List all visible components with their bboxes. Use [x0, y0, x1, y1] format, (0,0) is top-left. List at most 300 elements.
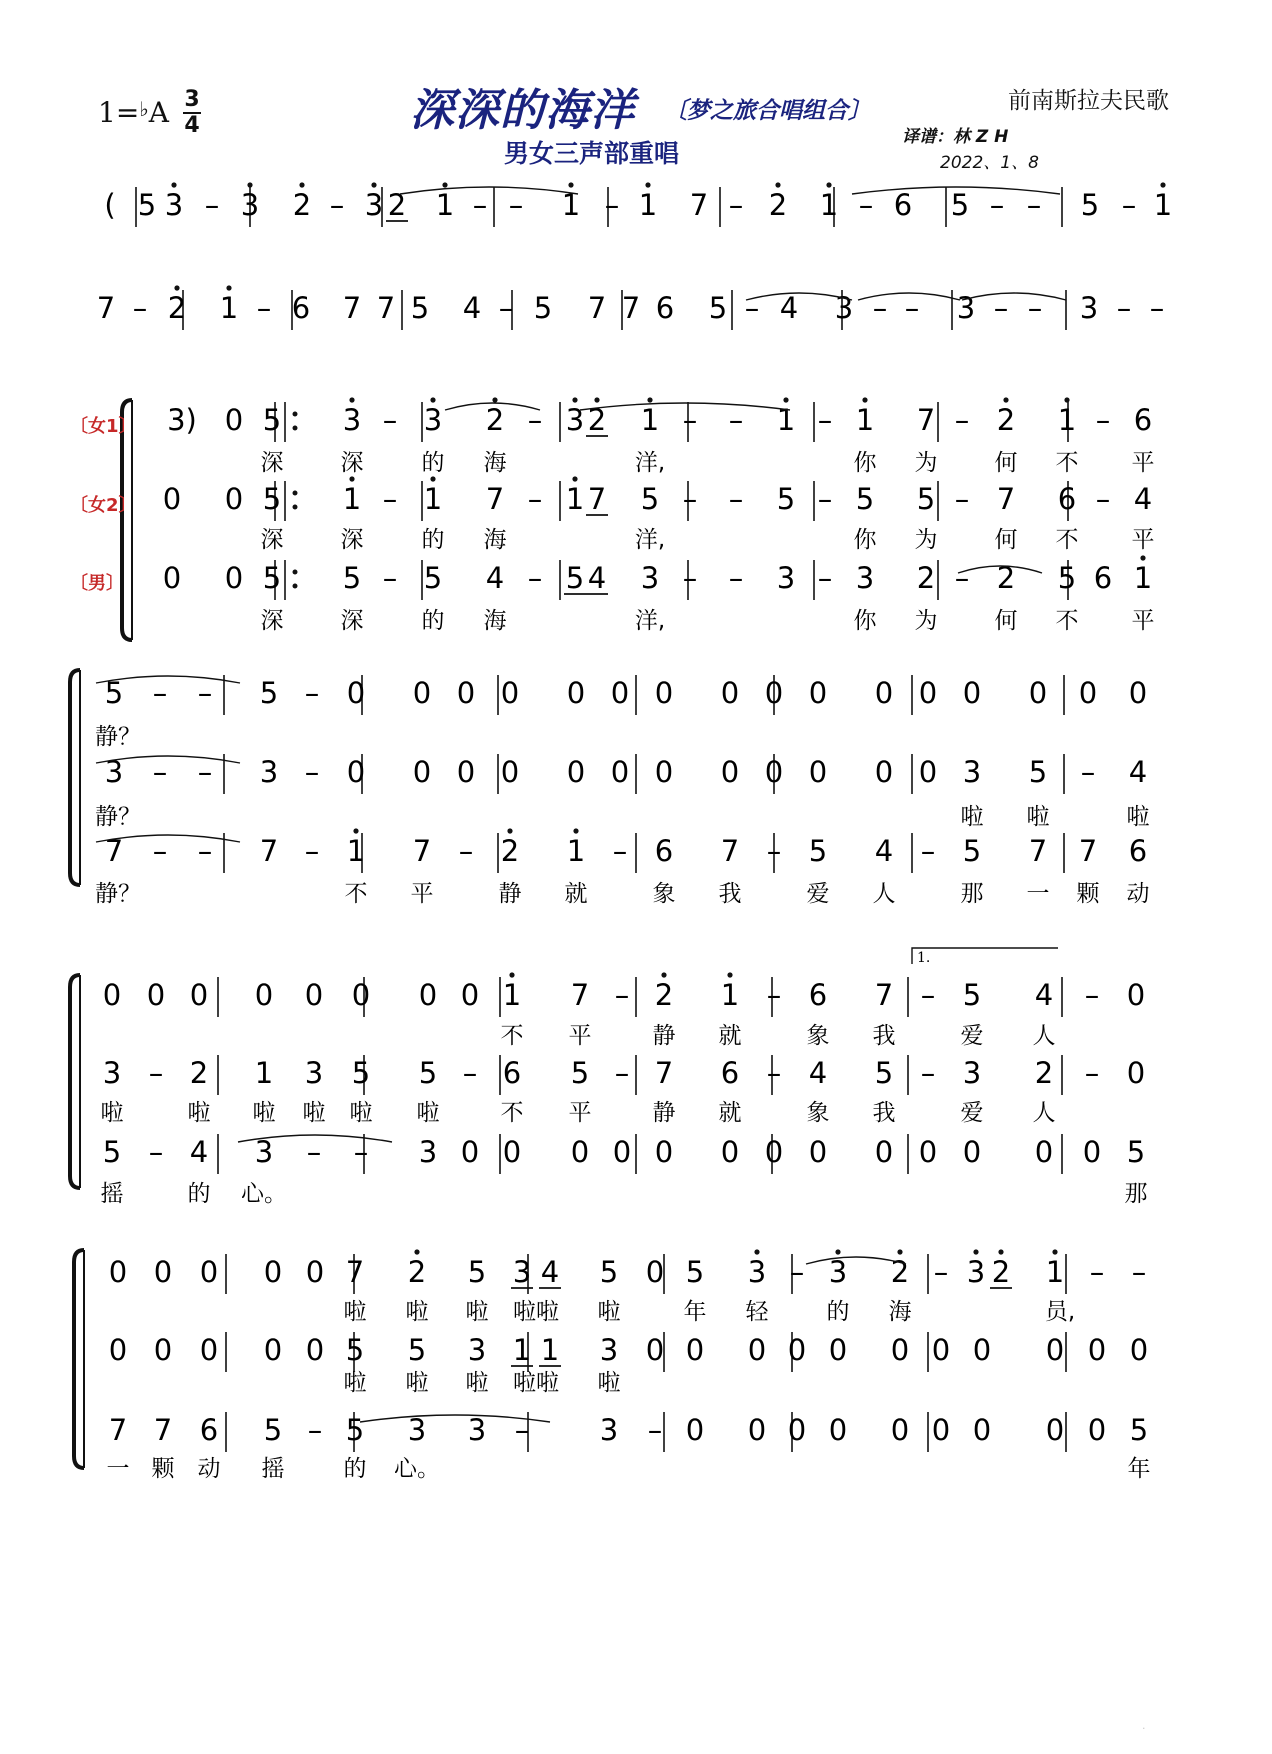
note: 5 — [685, 1255, 705, 1289]
note: 0 — [1126, 1056, 1146, 1090]
lyric: 爱 — [960, 1023, 984, 1049]
note: – — [682, 561, 698, 595]
note: 0 — [890, 1413, 910, 1447]
high-octave-dot — [754, 1249, 759, 1254]
lyric: 洋, — [634, 527, 666, 553]
high-octave-dot — [835, 1249, 840, 1254]
note: 0 — [418, 978, 438, 1012]
staff-2 — [109, 1333, 1148, 1396]
note: 5 — [467, 1255, 487, 1289]
note: 4 — [1034, 978, 1054, 1012]
note: 5 — [345, 1413, 365, 1447]
note: 0 — [153, 1255, 173, 1289]
note: – — [728, 561, 744, 595]
note: – — [1149, 291, 1165, 325]
arranger-credit: 译谱：林 Z H — [902, 127, 1009, 147]
high-octave-dot — [442, 182, 447, 187]
note: 6 — [1133, 403, 1153, 437]
note: 1 — [540, 1333, 560, 1367]
note: 2 — [768, 188, 788, 222]
high-octave-dot — [897, 1249, 902, 1254]
note: 6 — [1093, 561, 1113, 595]
note: 0 — [460, 978, 480, 1012]
note: 0 — [918, 676, 938, 710]
note: – — [1131, 1255, 1147, 1289]
note: 0 — [146, 978, 166, 1012]
note: 5 — [418, 1056, 438, 1090]
note: 0 — [610, 676, 630, 710]
repeat-dot — [293, 570, 298, 575]
note: 1 — [219, 291, 239, 325]
system-verse-system-2 — [70, 670, 1150, 907]
note: 3 — [640, 561, 660, 595]
note: 5 — [1028, 755, 1048, 789]
note: 1 — [565, 482, 585, 516]
high-octave-dot — [594, 397, 599, 402]
note: – — [329, 188, 345, 222]
note: 3 — [855, 561, 875, 595]
system-bracket — [74, 1250, 84, 1468]
staff-3 — [107, 1413, 1151, 1482]
note: 5 — [570, 1056, 590, 1090]
note: 0 — [962, 676, 982, 710]
note: – — [728, 188, 744, 222]
lyric: 海 — [483, 450, 507, 476]
note: 3 — [834, 291, 854, 325]
lyric: 啦 — [597, 1299, 621, 1325]
note: 0 — [500, 676, 520, 710]
high-octave-dot — [661, 972, 666, 977]
note: 0 — [1087, 1333, 1107, 1367]
lyric: 啦 — [343, 1370, 367, 1396]
note: – — [1084, 1056, 1100, 1090]
note: 0 — [263, 1255, 283, 1289]
note: 3 — [747, 1255, 767, 1289]
lyric: 海 — [888, 1299, 912, 1325]
lyric: 象 — [652, 881, 676, 907]
lyric: 摇 — [261, 1456, 285, 1482]
note: 0 — [108, 1255, 128, 1289]
note: 7 — [485, 482, 505, 516]
note: 6 — [1057, 482, 1077, 516]
staff-1 — [103, 972, 1145, 1049]
note: 0 — [570, 1135, 590, 1169]
note: 7 — [621, 291, 641, 325]
high-octave-dot — [226, 285, 231, 290]
note: 1 — [638, 188, 658, 222]
note: 3 — [828, 1255, 848, 1289]
staff-1 — [95, 676, 1147, 750]
note: 2 — [387, 188, 407, 222]
lyric: 爱 — [960, 1100, 984, 1126]
note: 2 — [292, 188, 312, 222]
note: 2 — [916, 561, 936, 595]
note: – — [933, 1255, 949, 1289]
note: 3 — [565, 403, 585, 437]
lyric: 不 — [1055, 450, 1079, 476]
high-octave-dot — [783, 397, 788, 402]
lyric: 我 — [872, 1100, 896, 1126]
high-octave-dot — [1052, 1249, 1057, 1254]
part-label: 〔女1〕 — [70, 416, 137, 437]
note: 1 — [342, 482, 362, 516]
note: 6 — [893, 188, 913, 222]
lyric: 啦 — [187, 1100, 211, 1126]
note: 0 — [351, 978, 371, 1012]
lyric: 啦 — [302, 1100, 326, 1126]
high-octave-dot — [572, 397, 577, 402]
lyric: 颗 — [151, 1456, 175, 1482]
lyric: 啦 — [343, 1299, 367, 1325]
lyric: 啦 — [349, 1100, 373, 1126]
high-octave-dot — [973, 1249, 978, 1254]
note: 0 — [685, 1333, 705, 1367]
note: 5 — [599, 1255, 619, 1289]
note: – — [458, 834, 474, 868]
note: 3 — [304, 1056, 324, 1090]
note: 7 — [104, 834, 124, 868]
note: 5 — [916, 482, 936, 516]
note: – — [954, 482, 970, 516]
lyric: 一 — [106, 1456, 130, 1482]
lyric: 何 — [994, 608, 1018, 634]
lyric: 静 — [652, 1100, 676, 1126]
note: 6 — [654, 834, 674, 868]
lyric: 静？ — [95, 804, 141, 830]
note: 3 — [104, 755, 124, 789]
note: 4 — [1128, 755, 1148, 789]
repeat-dot — [293, 412, 298, 417]
note: 0 — [787, 1333, 807, 1367]
note: 6 — [655, 291, 675, 325]
note: 0 — [1028, 676, 1048, 710]
note: 3 — [102, 1056, 122, 1090]
note: – — [527, 482, 543, 516]
high-octave-dot — [353, 828, 358, 833]
note: 0 — [808, 1135, 828, 1169]
note: 3 — [164, 188, 184, 222]
note: – — [148, 1056, 164, 1090]
note: 5 — [855, 482, 875, 516]
high-octave-dot — [430, 476, 435, 481]
note: 0 — [199, 1333, 219, 1367]
note: 1 — [423, 482, 443, 516]
note: 5 — [102, 1135, 122, 1169]
lyric: 啦啦 — [513, 1299, 559, 1325]
lyric: 轻 — [745, 1299, 769, 1325]
arrangement-form: 男女三声部重唱 — [504, 139, 680, 168]
note: – — [920, 1056, 936, 1090]
note: 5 — [776, 482, 796, 516]
lyric: 啦 — [960, 804, 984, 830]
note: – — [920, 978, 936, 1012]
high-octave-dot — [492, 397, 497, 402]
lyric: 静 — [652, 1023, 676, 1049]
lyric: 深 — [340, 608, 364, 634]
note: – — [817, 403, 833, 437]
note: 3 — [364, 188, 384, 222]
note: 7 — [874, 978, 894, 1012]
note: 4 — [189, 1135, 209, 1169]
note: 0 — [305, 1333, 325, 1367]
lyric: 不 — [1055, 608, 1079, 634]
note: 5 — [423, 561, 443, 595]
note: 0 — [108, 1333, 128, 1367]
note: 0 — [305, 1255, 325, 1289]
note: 1 — [566, 834, 586, 868]
note: 4 — [540, 1255, 560, 1289]
note: 0 — [224, 403, 244, 437]
note: 4 — [587, 561, 607, 595]
lyric: 心。 — [394, 1456, 440, 1482]
high-octave-dot — [1003, 397, 1008, 402]
lyric: 何 — [994, 450, 1018, 476]
lyric: 一 — [1026, 881, 1050, 907]
note: 0 — [1126, 978, 1146, 1012]
note: 1 — [1057, 403, 1077, 437]
note: 3 — [418, 1135, 438, 1169]
note: 0 — [972, 1333, 992, 1367]
note: 0 — [808, 755, 828, 789]
lyric: 就 — [564, 881, 588, 907]
note: 1 — [855, 403, 875, 437]
note: – — [462, 1056, 478, 1090]
note: – — [817, 482, 833, 516]
song-origin: 前南斯拉夫民歌 — [1008, 88, 1169, 114]
high-octave-dot — [572, 476, 577, 481]
note: – — [353, 1135, 369, 1169]
lyric: 洋, — [634, 450, 666, 476]
high-octave-dot — [998, 1249, 1003, 1254]
volta-bracket — [912, 948, 1058, 964]
staff-3 — [101, 1135, 1148, 1207]
note: – — [612, 834, 628, 868]
note: – — [527, 403, 543, 437]
note: 5 — [708, 291, 728, 325]
note: 0 — [1082, 1135, 1102, 1169]
high-octave-dot — [414, 1249, 419, 1254]
note: 3 — [962, 755, 982, 789]
staff-3 — [95, 828, 1150, 907]
lyric: 静 — [498, 881, 522, 907]
watermark: · — [1142, 1722, 1146, 1735]
note: 1 — [720, 978, 740, 1012]
lyric: 爱 — [806, 881, 830, 907]
note: 0 — [502, 1135, 522, 1169]
note: – — [1080, 755, 1096, 789]
note: – — [382, 561, 398, 595]
tie-arc — [400, 187, 578, 194]
lyric: 为 — [914, 450, 938, 476]
note: 7 — [587, 291, 607, 325]
note: 5 — [565, 561, 585, 595]
note: 0 — [828, 1413, 848, 1447]
lyric: 年 — [1127, 1456, 1151, 1482]
note: 2 — [1034, 1056, 1054, 1090]
song-title: 深深的海洋 — [410, 85, 635, 136]
note: 7 — [654, 1056, 674, 1090]
note: – — [304, 676, 320, 710]
note: – — [256, 291, 272, 325]
note: – — [498, 291, 514, 325]
note: – — [647, 1413, 663, 1447]
note: 0 — [874, 676, 894, 710]
lyric: 啦 — [1126, 804, 1150, 830]
note: – — [1027, 291, 1043, 325]
lyric: 我 — [872, 1023, 896, 1049]
note: – — [766, 978, 782, 1012]
note: 0 — [566, 676, 586, 710]
lyric: 啦 — [405, 1370, 429, 1396]
lyric: 平 — [568, 1023, 592, 1049]
note: 0 — [764, 755, 784, 789]
note: 1 — [1153, 188, 1173, 222]
lyric: 颗 — [1076, 881, 1100, 907]
high-octave-dot — [826, 182, 831, 187]
lyric: 平 — [1131, 608, 1155, 634]
note: – — [744, 291, 760, 325]
high-octave-dot — [573, 828, 578, 833]
note: 6 — [720, 1056, 740, 1090]
note: 5 — [950, 188, 970, 222]
note: 5 — [345, 1333, 365, 1367]
note: 0 — [263, 1333, 283, 1367]
lyric: 深 — [260, 608, 284, 634]
note: 3 — [423, 403, 443, 437]
lyric: 平 — [410, 881, 434, 907]
note: 2 — [587, 403, 607, 437]
note: 1 — [435, 188, 455, 222]
note: 5 — [259, 676, 279, 710]
note: 0 — [162, 561, 182, 595]
note: 7 — [1078, 834, 1098, 868]
note: 7 — [96, 291, 116, 325]
note: 2 — [996, 403, 1016, 437]
note: 3 — [956, 291, 976, 325]
note: 5 — [263, 1413, 283, 1447]
lyric: 就 — [718, 1023, 742, 1049]
note: – — [1026, 188, 1042, 222]
note: 3 — [962, 1056, 982, 1090]
lyric: 洋, — [634, 608, 666, 634]
note: – — [682, 482, 698, 516]
note: 0 — [918, 755, 938, 789]
lyric: 不 — [500, 1100, 524, 1126]
lyric: 深 — [260, 527, 284, 553]
staff-1 — [97, 285, 1164, 325]
note: 7 — [720, 834, 740, 868]
lyric: 深 — [260, 450, 284, 476]
note: 6 — [808, 978, 828, 1012]
note: – — [872, 291, 888, 325]
lyric: 啦 — [597, 1370, 621, 1396]
lyric: 你 — [853, 608, 877, 634]
note: 5 — [874, 1056, 894, 1090]
lyric: 为 — [914, 527, 938, 553]
note: 3 — [467, 1333, 487, 1367]
system-verse-system-4 — [74, 1249, 1151, 1482]
note: 0 — [566, 755, 586, 789]
note: – — [197, 676, 213, 710]
lyric: 啦 — [1026, 804, 1050, 830]
note: 3 — [512, 1255, 532, 1289]
note: 0 — [972, 1413, 992, 1447]
lyric: 海 — [483, 608, 507, 634]
note: 0 — [412, 676, 432, 710]
note: 0 — [346, 755, 366, 789]
note: – — [527, 561, 543, 595]
note: 3 — [467, 1413, 487, 1447]
staff-3 — [70, 555, 1155, 634]
note: 0 — [654, 676, 674, 710]
note: – — [1121, 188, 1137, 222]
note: 5 — [104, 676, 124, 710]
note: 4 — [1133, 482, 1153, 516]
lyric: 的 — [826, 1299, 850, 1325]
note: 0 — [828, 1333, 848, 1367]
note: – — [382, 482, 398, 516]
note: 0 — [931, 1333, 951, 1367]
high-octave-dot — [507, 828, 512, 833]
note: – — [954, 561, 970, 595]
note: 0 — [890, 1333, 910, 1367]
lyric: 的 — [187, 1181, 211, 1207]
note: 0 — [962, 1135, 982, 1169]
high-octave-dot — [430, 397, 435, 402]
note: 2 — [407, 1255, 427, 1289]
high-octave-dot — [371, 182, 376, 187]
note: 1 — [254, 1056, 274, 1090]
note: – — [1089, 1255, 1105, 1289]
high-octave-dot — [862, 397, 867, 402]
note: 2 — [500, 834, 520, 868]
note: 5 — [962, 834, 982, 868]
note: – — [197, 834, 213, 868]
note: 5 — [1080, 188, 1100, 222]
note: 0 — [918, 1135, 938, 1169]
note: 0 — [764, 676, 784, 710]
note: – — [304, 755, 320, 789]
lyric: 深 — [340, 450, 364, 476]
note: 7 — [153, 1413, 173, 1447]
lyric: 平 — [1131, 527, 1155, 553]
note: – — [989, 188, 1005, 222]
lyric: 年 — [683, 1299, 707, 1325]
high-octave-dot — [349, 476, 354, 481]
lyric: 人 — [1032, 1023, 1056, 1049]
note: – — [682, 403, 698, 437]
high-octave-dot — [568, 182, 573, 187]
note: ( — [104, 188, 116, 222]
high-octave-dot — [727, 972, 732, 977]
high-octave-dot — [645, 182, 650, 187]
note: 0 — [787, 1413, 807, 1447]
note: – — [954, 403, 970, 437]
lyric: 你 — [853, 450, 877, 476]
staff-2 — [95, 755, 1150, 830]
note: 7 — [570, 978, 590, 1012]
note: 0 — [747, 1413, 767, 1447]
note: – — [614, 978, 630, 1012]
note: 0 — [654, 755, 674, 789]
note: 3 — [407, 1413, 427, 1447]
note: 0 — [102, 978, 122, 1012]
note: 0 — [456, 676, 476, 710]
note: – — [307, 1413, 323, 1447]
note: 7 — [342, 291, 362, 325]
note: – — [514, 1413, 530, 1447]
note: 0 — [1129, 1333, 1149, 1367]
